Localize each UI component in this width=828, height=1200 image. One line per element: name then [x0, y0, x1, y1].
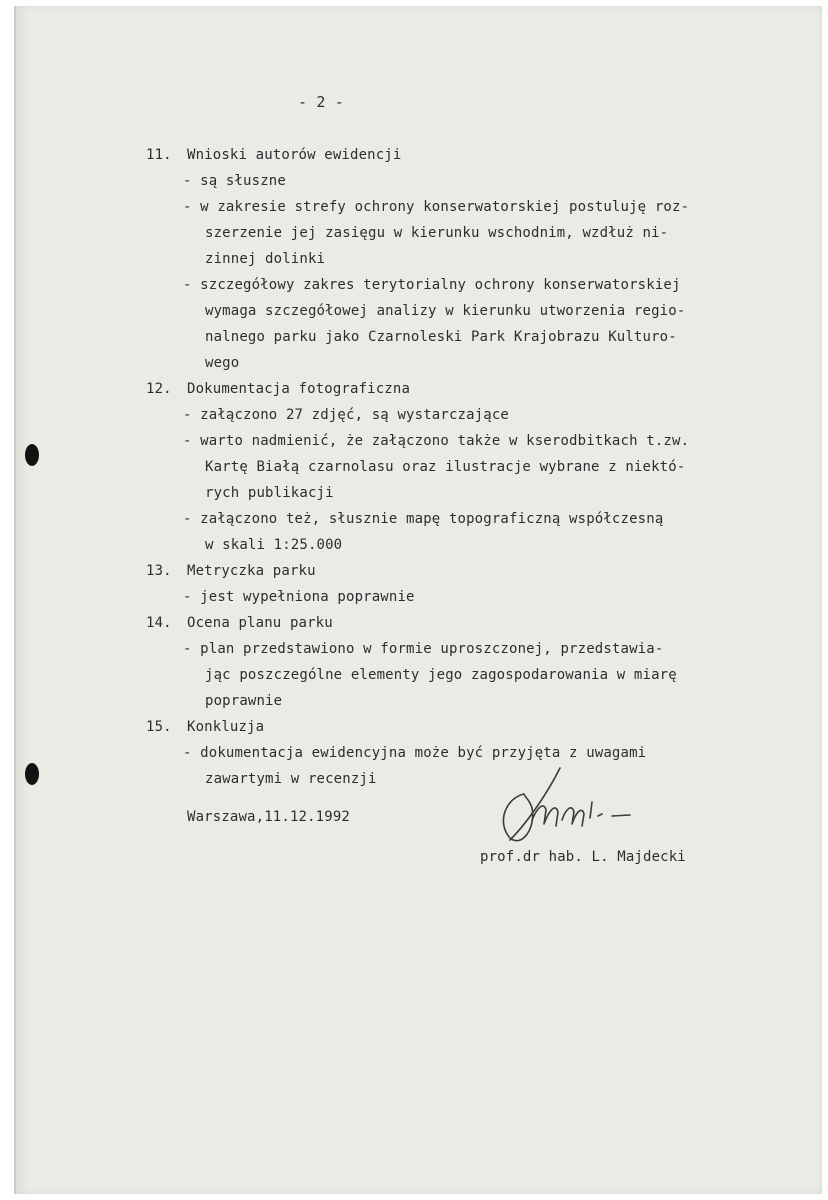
handwritten-signature [488, 762, 688, 852]
section-number: 13. [146, 563, 172, 579]
list-item: - załączono 27 zdjęć, są wystarczające [183, 407, 509, 423]
section-title: Ocena planu parku [187, 615, 333, 631]
list-item-continuation: Kartę Białą czarnolasu oraz ilustracje wybrane z niektó- [205, 459, 686, 475]
section-number: 11. [146, 147, 172, 163]
section-number: 14. [146, 615, 172, 631]
section-number: 12. [146, 381, 172, 397]
section-title: Wnioski autorów ewidencji [187, 147, 402, 163]
list-item-continuation: w skali 1:25.000 [205, 537, 343, 553]
page-number: - 2 - [298, 93, 344, 111]
section-title: Metryczka parku [187, 563, 316, 579]
list-item-continuation: poprawnie [205, 693, 283, 709]
list-item-continuation: nalnego parku jako Czarnoleski Park Krajobrazu Kulturo- [205, 329, 677, 345]
list-item: - dokumentacja ewidencyjna może być przyjęta z uwagami [183, 745, 647, 761]
list-item: - jest wypełniona poprawnie [183, 589, 415, 605]
list-item: - szczegółowy zakres terytorialny ochrony konserwatorskiej [183, 277, 681, 293]
section-title: Dokumentacja fotograficzna [187, 381, 411, 397]
list-item: - plan przedstawiono w formie uproszczonej, przedstawia- [183, 641, 664, 657]
list-item: - są słuszne [183, 173, 286, 189]
list-item: - w zakresie strefy ochrony konserwatorskiej postuluję roz- [183, 199, 690, 215]
place-date: Warszawa,11.12.1992 [187, 809, 350, 825]
section-title: Konkluzja [187, 719, 265, 735]
list-item-continuation: zawartymi w recenzji [205, 771, 377, 787]
list-item: - warto nadmienić, że załączono także w kserodbitkach t.zw. [183, 433, 690, 449]
list-item-continuation: wego [205, 355, 240, 371]
list-item-continuation: jąc poszczególne elementy jego zagospodarowania w miarę [205, 667, 677, 683]
section-number: 15. [146, 719, 172, 735]
list-item-continuation: szerzenie jej zasięgu w kierunku wschodnim, wzdłuż ni- [205, 225, 669, 241]
list-item-continuation: rych publikacji [205, 485, 334, 501]
list-item-continuation: zinnej dolinki [205, 251, 326, 267]
signatory-name: prof.dr hab. L. Majdecki [480, 849, 686, 865]
list-item-continuation: wymaga szczegółowej analizy w kierunku utworzenia regio- [205, 303, 686, 319]
list-item: - załączono też, słusznie mapę topograficzną współczesną [183, 511, 664, 527]
